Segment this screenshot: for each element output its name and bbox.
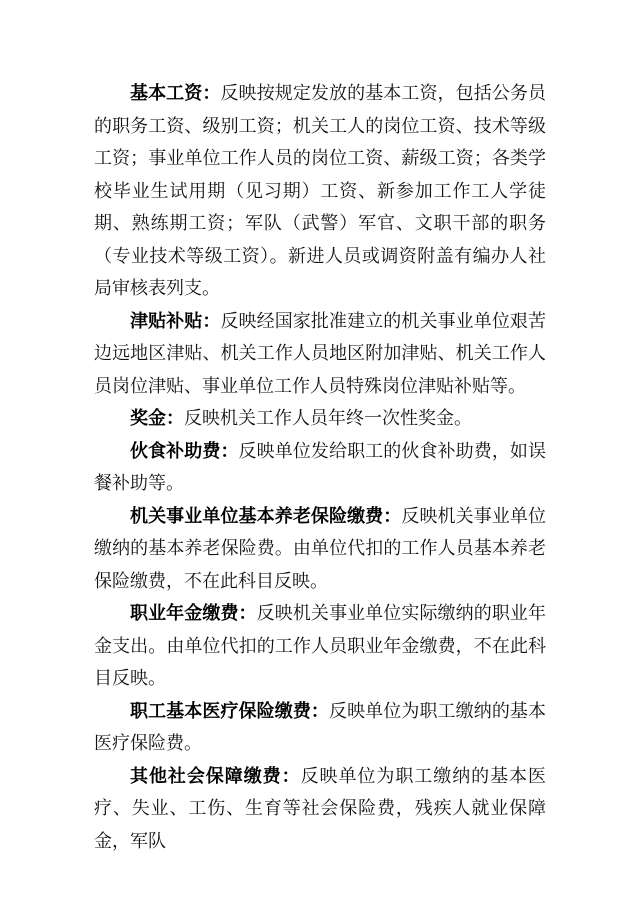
paragraph-allowances <box>94 306 546 404</box>
paragraph-medical-insurance <box>94 696 546 761</box>
paragraph-meal-subsidy <box>94 436 546 501</box>
desc-occupational-annuity: 反映机关事业单位实际缴纳的职业年金支出。由单位代扣的工作人员职业年金缴费，不在此科目反映。 <box>94 603 547 689</box>
paragraph-basic-salary <box>94 78 546 306</box>
term-pension-insurance: 机关事业单位基本养老保险缴费： <box>130 505 402 527</box>
term-other-social-security: 其他社会保障缴费： <box>130 765 301 787</box>
desc-other-social-security: 反映单位为职工缴纳的基本医疗、失业、工伤、生育等社会保险费，残疾人就业保障金，军队 <box>94 765 547 852</box>
paragraph-occupational-annuity <box>94 598 546 696</box>
term-medical-insurance: 职工基本医疗保险缴费： <box>130 700 329 722</box>
paragraph-pension-insurance <box>94 501 546 599</box>
desc-pension-insurance: 反映机关事业单位缴纳的基本养老保险费。由单位代扣的工作人员基本养老保险缴费，不在此科目反映。 <box>94 505 547 592</box>
term-allowances: 津贴补贴： <box>130 310 221 332</box>
paragraph-bonus <box>94 403 546 436</box>
desc-allowances: 反映经国家批准建立的机关事业单位艰苦边远地区津贴、机关工作人员地区附加津贴、机关工作人员岗位津贴、事业单位工作人员特殊岗位津贴补贴等。 <box>94 310 547 397</box>
desc-meal-subsidy: 反映单位发给职工的伙食补助费，如误餐补助等。 <box>94 440 546 494</box>
desc-basic-salary: 反映按规定发放的基本工资，包括公务员的职务工资、级别工资；机关工人的岗位工资、技术等级工资；事业单位工作人员的岗位工资、薪级工资；各类学校毕业生试用期（见习期）工资、新参加工作工人学徒期、熟练期工资；军队（武警）军官、文职干部的职务（专业技术等级工资）。新进人员或调资附盖有编办人社局审核表列支。 <box>94 83 547 299</box>
term-bonus: 奖金： <box>130 408 184 429</box>
document-body <box>94 78 546 858</box>
term-meal-subsidy: 伙食补助费： <box>130 440 239 462</box>
term-basic-salary: 基本工资： <box>130 83 221 104</box>
paragraph-other-social-security <box>94 761 546 859</box>
desc-medical-insurance: 反映单位为职工缴纳的基本医疗保险费。 <box>94 700 546 754</box>
desc-bonus: 反映机关工作人员年终一次性奖金。 <box>184 408 472 429</box>
term-occupational-annuity: 职业年金缴费： <box>130 603 257 624</box>
